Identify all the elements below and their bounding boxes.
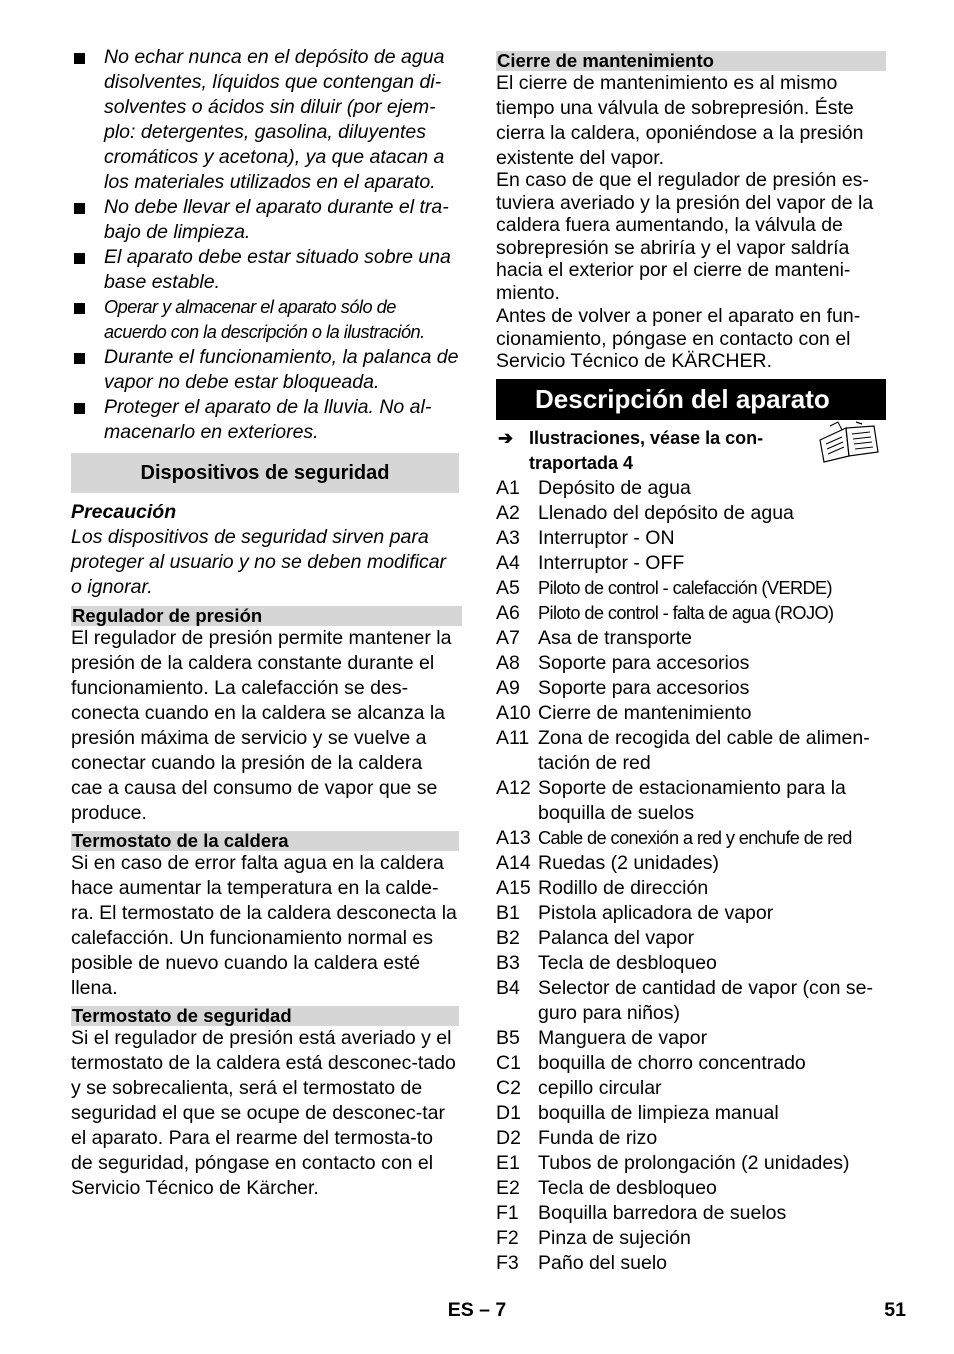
list-item: B1 Pistola aplicadora de vapor <box>496 901 774 924</box>
list-item: Proteger el aparato de la lluvia. No al-macenarlo en exteriores. <box>71 395 459 445</box>
list-item: B5 Manguera de vapor <box>496 1026 708 1049</box>
square-bullet-icon <box>74 203 85 214</box>
page-label: ES – 7 <box>447 1299 507 1321</box>
list-item: A1 Depósito de agua <box>496 476 691 499</box>
safety-thermostat-text: Si el regulador de presión está averiado y el termostato de la caldera está desconec-tado y se sobrecalienta, será el termostato de seguridad el que se ocupe de desconec-tar el aparato. Para el rearme del termosta-to de seguridad, póngase en contacto con el Servicio Técnico de Kärcher. <box>71 1027 456 1199</box>
list-item: A15 Rodillo de dirección <box>496 876 709 899</box>
list-item: A6 Piloto de control - falta de agua (ROJO) <box>496 601 834 624</box>
list-item: F3 Paño del suelo <box>496 1251 668 1274</box>
list-item: C2 cepillo circular <box>496 1076 662 1099</box>
list-item: E1 Tubos de prolongación (2 unidades) <box>496 1151 850 1174</box>
list-item: A8 Soporte para accesorios <box>496 651 750 674</box>
square-bullet-icon <box>74 403 85 414</box>
list-item: B4 Selector de cantidad de vapor (con se-guro para niños) <box>496 976 873 1024</box>
illustrations-reference-text: Ilustraciones, véase la con-traportada 4 <box>529 427 764 473</box>
page-number: 51 <box>884 1299 906 1321</box>
left-column <box>71 45 459 1201</box>
list-item: A3 Interruptor - ON <box>496 526 675 549</box>
list-item: A9 Soporte para accesorios <box>496 676 750 699</box>
list-item: B3 Tecla de desbloqueo <box>496 951 717 974</box>
pressure-regulator-text: El regulador de presión permite mantener la presión de la caldera constante durante el funcionamiento. La calefacción se des-conecta cuando en la caldera se alcanza la presión máxima de servicio y se vuelve a conectar cuando la presión de la caldera cae a causa del consumo de vapor que se produce. <box>71 627 452 824</box>
list-item: A7 Asa de transporte <box>496 626 692 649</box>
device-description-heading: Descripción del aparato <box>496 379 886 420</box>
maintenance-lock-text-1: El cierre de mantenimiento es al mismo tiempo una válvula de sobrepresión. Éste cierra la caldera, oponiéndose a la presión existente del vapor. <box>496 72 864 169</box>
illustrations-reference <box>496 426 886 476</box>
list-item: A2 Llenado del depósito de agua <box>496 501 794 524</box>
maintenance-lock-text-2: En caso de que el regulador de presión es-tuviera averiado y la presión del vapor de la caldera fuera aumentando, la válvula de sobrepresión se abriría y el vapor saldría hacia el exterior por el cierre de manteni-miento. <box>496 169 874 304</box>
parts-list <box>496 476 886 1276</box>
list-item: El aparato debe estar situado sobre una base estable. <box>71 245 459 295</box>
caution-label: Precaución <box>71 501 177 523</box>
safety-bullet-list <box>71 45 459 445</box>
pressure-regulator-heading: Regulador de presión <box>71 606 462 626</box>
right-column <box>496 45 886 1276</box>
list-item: No echar nunca en el depósito de agua disolventes, líquidos que contengan di-solventes o ácidos sin diluir (por ejem-plo: detergentes, gasolina, diluyentes cromáticos y acetona), ya que atacan a los materiales utilizados en el aparato. <box>71 45 459 195</box>
boiler-thermostat-heading: Termostato de la caldera <box>71 831 459 851</box>
list-item: Operar y almacenar el aparato sólo de acuerdo con la descripción o la ilustración. <box>71 295 459 345</box>
square-bullet-icon <box>74 353 85 364</box>
square-bullet-icon <box>74 303 85 314</box>
list-item: F2 Pinza de sujeción <box>496 1226 691 1249</box>
list-item: A11 Zona de recogida del cable de alimen-tación de red <box>496 726 870 774</box>
caution-text: Los dispositivos de seguridad sirven para proteger al usuario y no se deben modificar o ignorar. <box>71 526 447 598</box>
maintenance-lock-text-3: Antes de volver a poner el aparato en fun-cionamiento, póngase en contacto con el Servicio Técnico de KÄRCHER. <box>496 305 861 372</box>
open-book-icon <box>816 420 882 464</box>
list-item: Durante el funcionamiento, la palanca de vapor no debe estar bloqueada. <box>71 345 459 395</box>
safety-thermostat-heading: Termostato de seguridad <box>71 1006 459 1026</box>
list-item: D2 Funda de rizo <box>496 1126 658 1149</box>
list-item: A4 Interruptor - OFF <box>496 551 685 574</box>
list-item: A14 Ruedas (2 unidades) <box>496 851 720 874</box>
square-bullet-icon <box>74 53 85 64</box>
list-item: D1 boquilla de limpieza manual <box>496 1101 779 1124</box>
list-item: A10 Cierre de mantenimiento <box>496 701 752 724</box>
list-item: No debe llevar el aparato durante el tra-bajo de limpieza. <box>71 195 459 245</box>
list-item: A5 Piloto de control - calefacción (VERDE) <box>496 576 833 599</box>
boiler-thermostat-text: Si en caso de error falta agua en la caldera hace aumentar la temperatura en la calde-ra. El termostato de la caldera desconecta la calefacción. Un funcionamiento normal es posible de nuevo cuando la caldera esté llena. <box>71 852 457 999</box>
maintenance-lock-heading: Cierre de mantenimiento <box>496 51 886 71</box>
list-item: F1 Boquilla barredora de suelos <box>496 1201 787 1224</box>
square-bullet-icon <box>74 253 85 264</box>
list-item: E2 Tecla de desbloqueo <box>496 1176 717 1199</box>
list-item: A13 Cable de conexión a red y enchufe de red <box>496 826 852 849</box>
list-item: C1 boquilla de chorro concentrado <box>496 1051 806 1074</box>
list-item: B2 Palanca del vapor <box>496 926 695 949</box>
list-item: A12 Soporte de estacionamiento para la boquilla de suelos <box>496 776 846 824</box>
arrow-right-icon: ➔ <box>498 427 514 448</box>
safety-devices-heading: Dispositivos de seguridad <box>71 453 459 493</box>
